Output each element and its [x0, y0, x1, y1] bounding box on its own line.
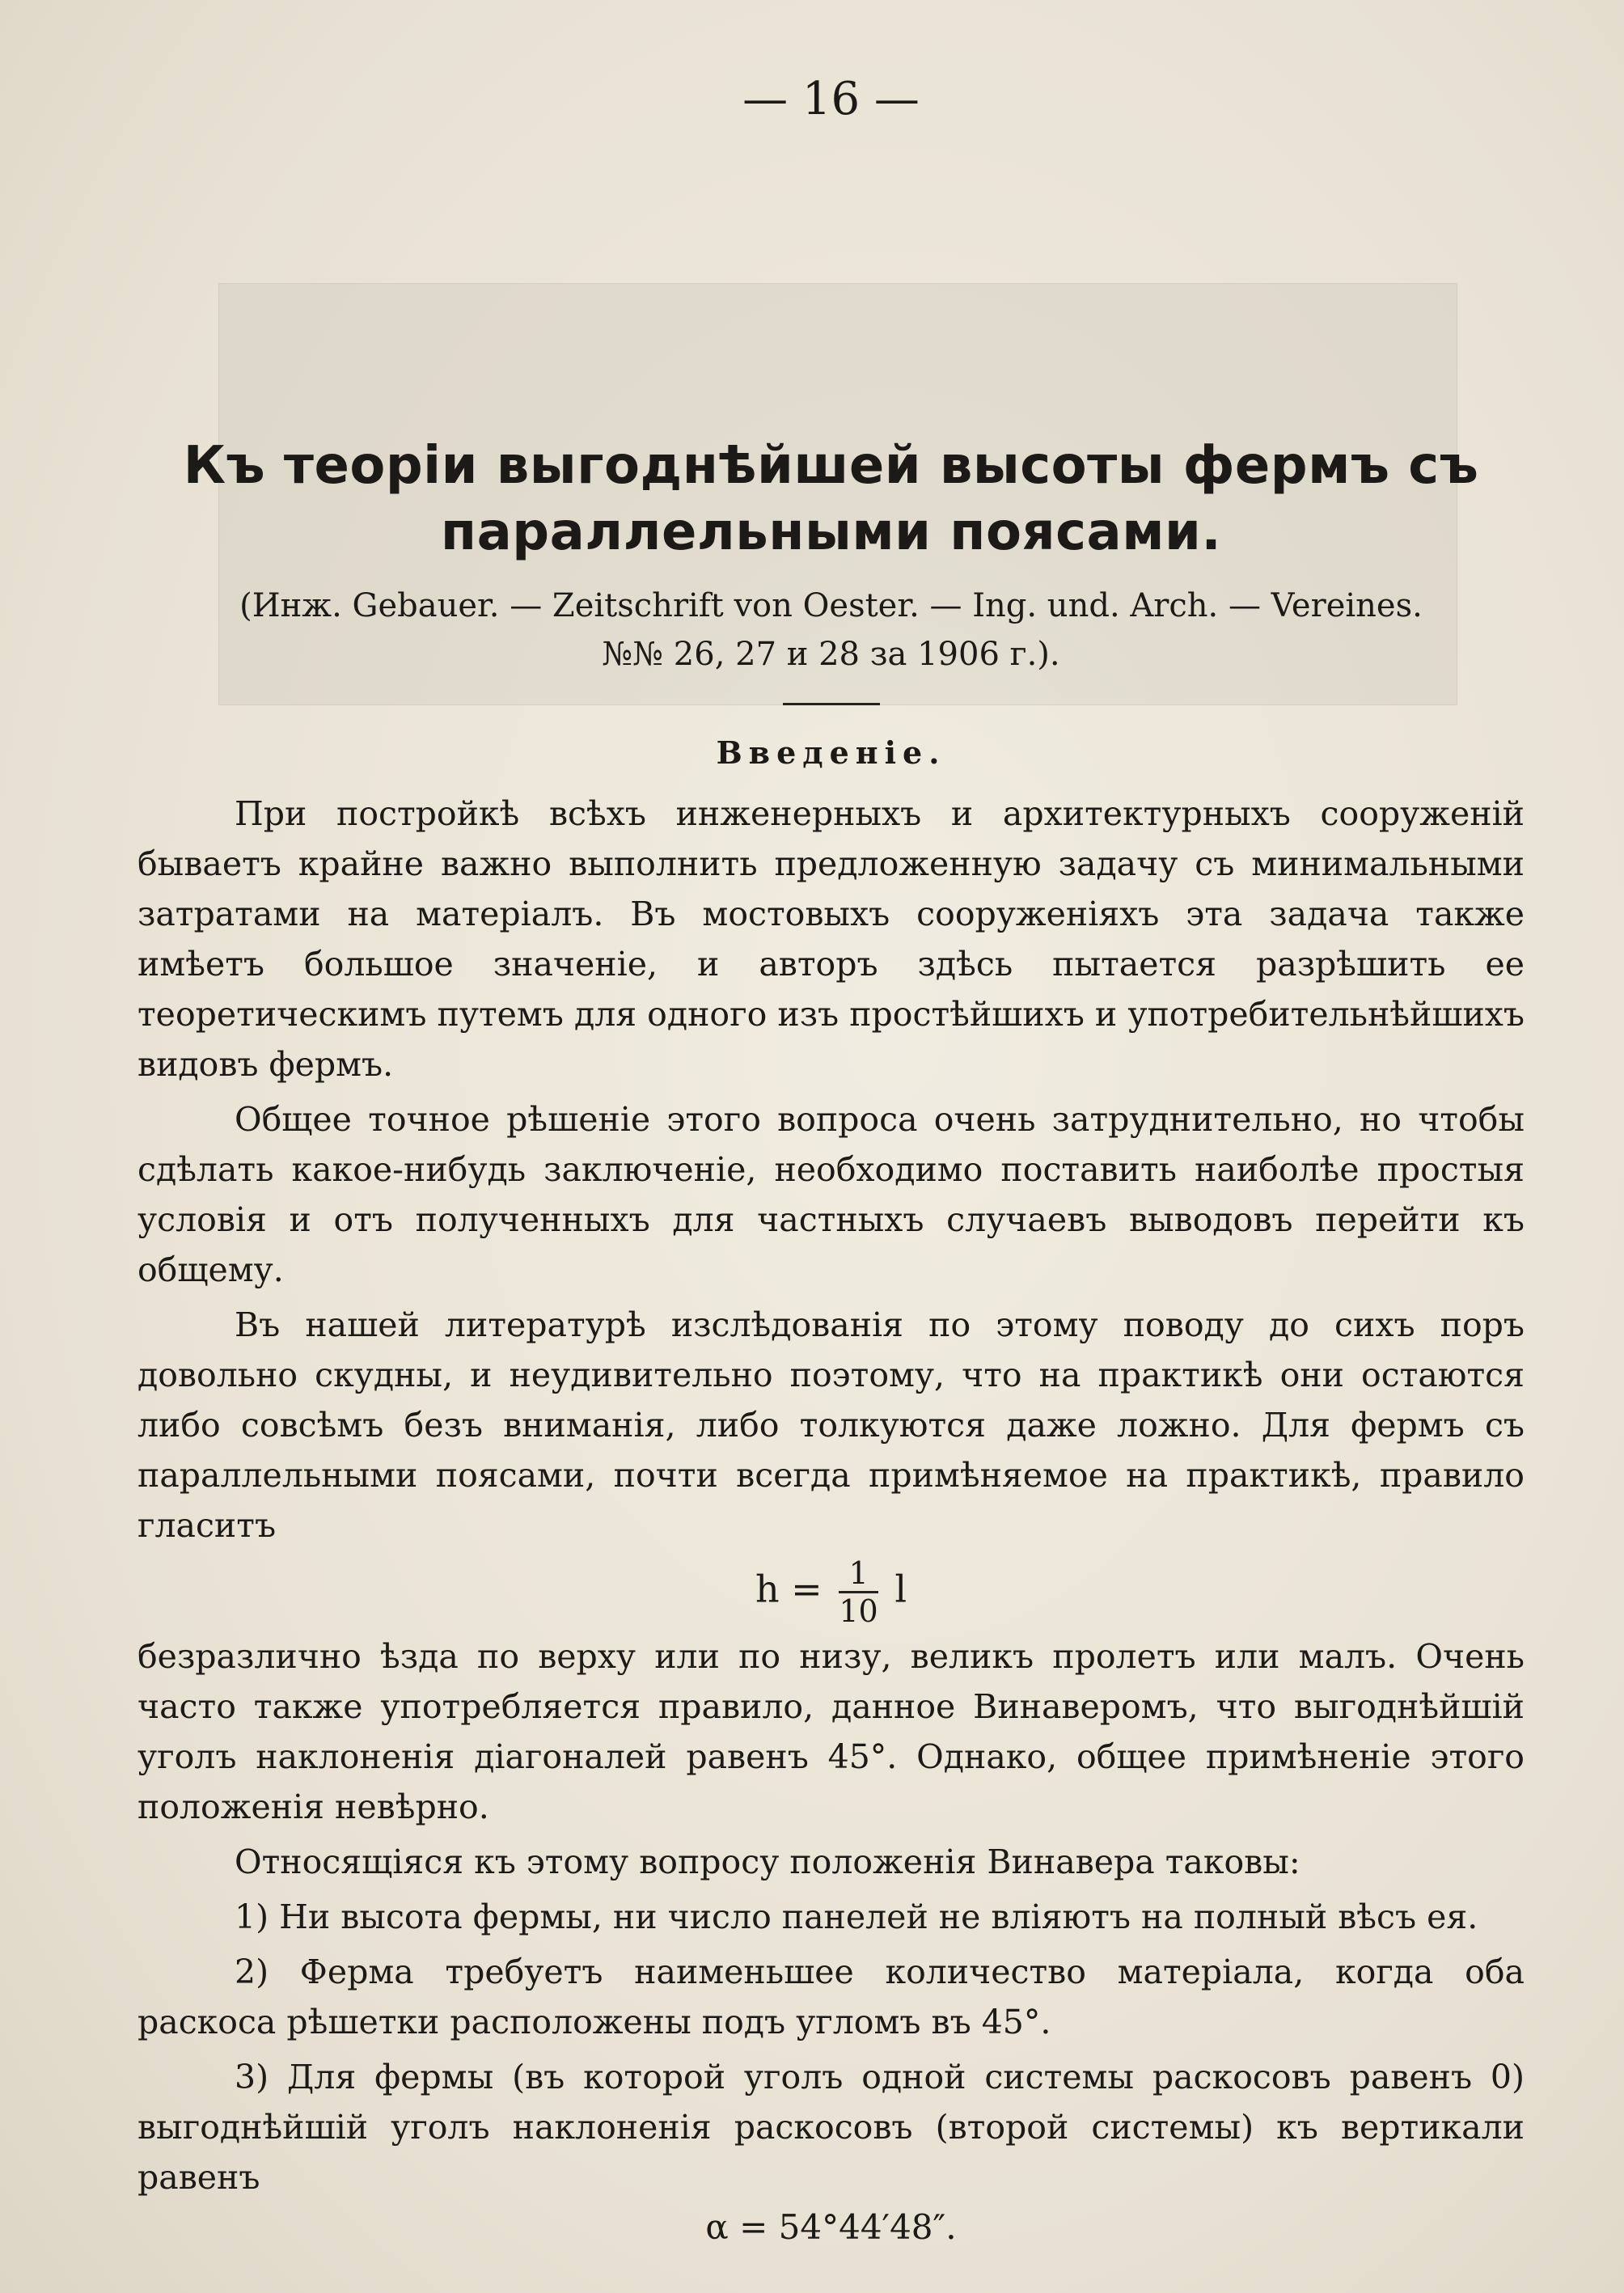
- formula-rhs: l: [894, 1567, 907, 1611]
- page-number: — 16 —: [742, 73, 920, 125]
- divider-rule: [783, 703, 880, 705]
- paragraph: Въ нашей литературѣ изслѣдованія по этому поводу до сихъ поръ довольно скудны, и неудивительно поэтому, что на практикѣ они остаются либо совсѣмъ безъ вниманія, либо толкуются даже ложно. Для фермъ съ параллельными поясами, почти всегда примѣняемое на практикѣ, правило гласитъ: [137, 1305, 1525, 1545]
- list-item: 3) Для фермы (въ которой уголъ одной системы раскосовъ равенъ 0) выгоднѣйшій уголъ наклоненія раскосовъ (второй системы) къ вертикали равенъ: [137, 2058, 1525, 2197]
- paragraph: безразлично ѣзда по верху или по низу, великъ пролетъ или малъ. Очень часто также употребляется правило, данное Винаверомъ, что выгоднѣйшій уголъ наклоненія діагоналей равенъ 45°. Однако, общее примѣненіе этого положенія невѣрно.: [137, 1637, 1525, 1826]
- section-heading: Введеніе.: [716, 734, 946, 771]
- paragraph: Общее точное рѣшеніе этого вопроса очень затруднительно, но чтобы сдѣлать какое-нибудь заключеніе, необходимо поставить наиболѣе простыя условія и отъ полученныхъ для частныхъ случаевъ выводовъ перейти къ общему.: [137, 1100, 1525, 1289]
- formula-angle: α = 54°44′48″.: [705, 2207, 957, 2247]
- fraction-denominator: 10: [839, 1593, 878, 1629]
- list-item: 1) Ни высота фермы, ни число панелей не вліяютъ на полный вѣсъ ея.: [235, 1897, 1478, 1936]
- fraction-numerator: 1: [839, 1555, 878, 1593]
- page-content: [137, 73, 1525, 2247]
- list-intro: Относящіяся къ этому вопросу положенія Винавера таковы:: [235, 1842, 1300, 1881]
- source-line-1: (Инж. Gebauer. — Zeitschrift von Oester. — Ing. und. Arch. — Vereines.: [239, 587, 1423, 624]
- formula-height-rule: [137, 1555, 1525, 1627]
- formula-fraction: [839, 1555, 878, 1629]
- source-line-2: №№ 26, 27 и 28 за 1906 г.).: [602, 636, 1060, 673]
- article-title: Къ теоріи выгоднѣйшей высоты фермъ съ параллельными поясами.: [183, 436, 1479, 562]
- paragraph: При постройкѣ всѣхъ инженерныхъ и архитектурныхъ сооруженій бываетъ крайне важно выполнить предложенную задачу съ минимальными затратами на матеріалъ. Въ мостовыхъ сооруженіяхъ эта задача также имѣетъ большое значеніе, и авторъ здѣсь пытается разрѣшить ее теоретическимъ путемъ для одного изъ простѣйшихъ и употребительнѣйшихъ видовъ фермъ.: [137, 794, 1525, 1084]
- formula-lhs: h =: [755, 1567, 823, 1611]
- source-citation: [137, 582, 1525, 679]
- list-item: 2) Ферма требуетъ наименьшее количество матеріала, когда оба раскоса рѣшетки расположены подъ угломъ въ 45°.: [137, 1952, 1525, 2041]
